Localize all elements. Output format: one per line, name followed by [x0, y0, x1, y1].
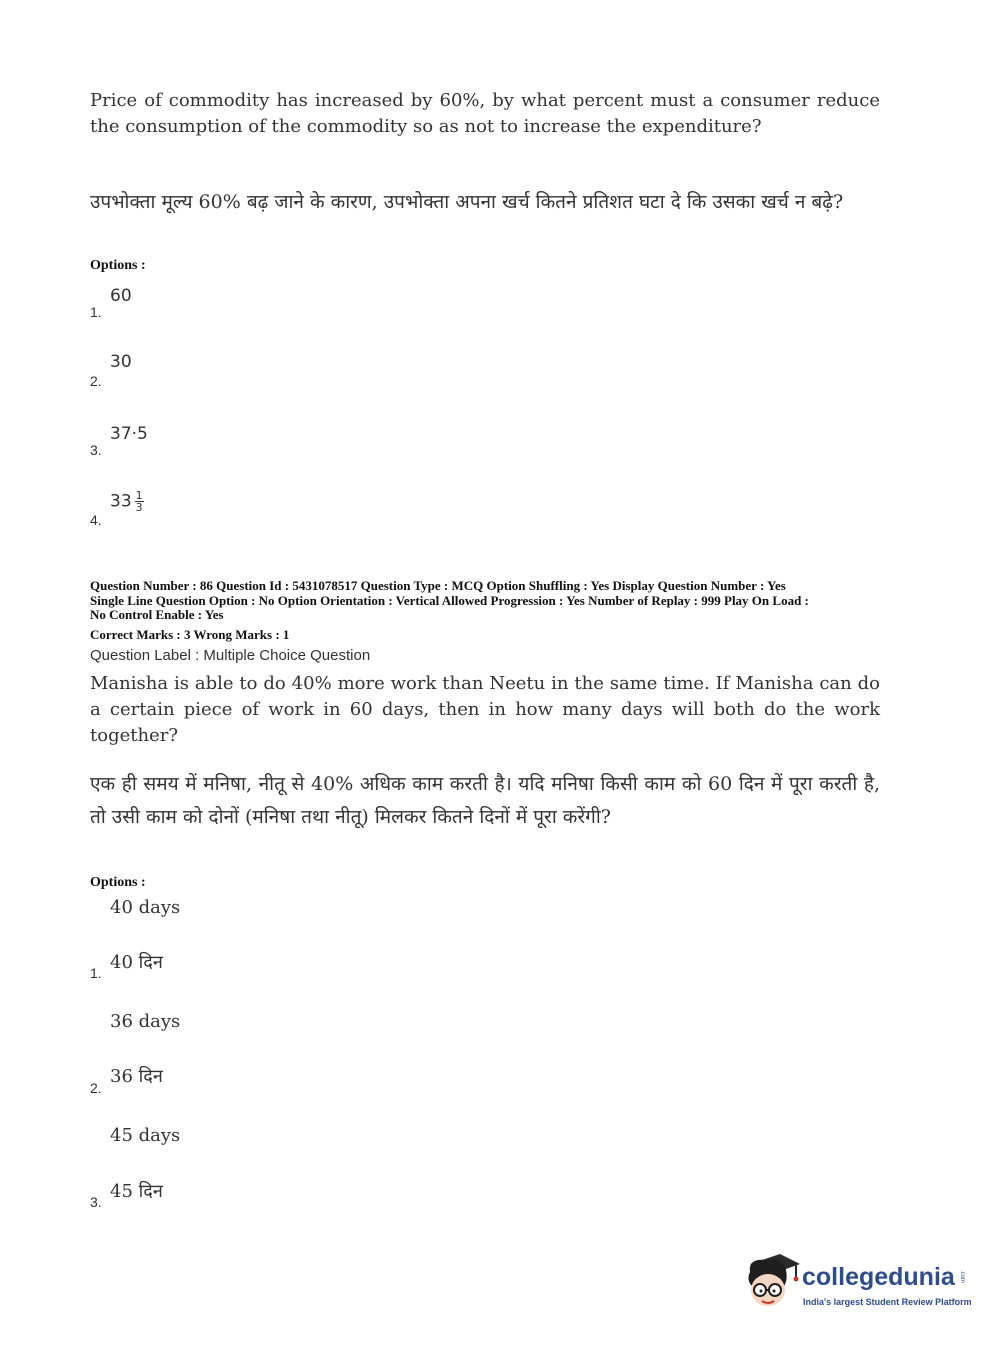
option-value-fraction[interactable]	[110, 490, 144, 513]
question-meta-line: Single Line Question Option : No Option Orientation : Vertical Allowed Progression : Yes Number of Replay : 999 Play On Load :	[90, 593, 809, 608]
option-number: 3.	[90, 1194, 102, 1210]
option-number: 2.	[90, 373, 102, 389]
logo-wordmark: collegedunia	[802, 1263, 955, 1291]
question-label: Question Label : Multiple Choice Question	[90, 647, 371, 664]
marks-line: Correct Marks : 3 Wrong Marks : 1	[90, 627, 290, 642]
option-number: 1.	[90, 304, 102, 320]
option-value-en[interactable]: 45 days	[110, 1125, 181, 1146]
logo-tagline: India's largest Student Review Platform	[803, 1297, 972, 1307]
options-label: Options :	[90, 875, 146, 890]
option-value[interactable]: 60	[110, 286, 132, 306]
option-value-en[interactable]: 40 days	[110, 897, 181, 918]
option-value-hi[interactable]: 36 दिन	[110, 1066, 163, 1087]
options-label: Options :	[90, 258, 146, 273]
option-value-hi[interactable]: 45 दिन	[110, 1181, 163, 1202]
option-value[interactable]: 30	[110, 352, 132, 372]
option-number: 1.	[90, 965, 102, 981]
fraction-numerator: 1	[135, 489, 143, 502]
question-text-hi: उपभोक्ता मूल्य 60% बढ़ जाने के कारण, उपभोक्ता अपना खर्च कितने प्रतिशत घटा दे कि उसका खर्च न बढ़े?	[90, 191, 844, 213]
question-meta-line: Question Number : 86 Question Id : 5431078517 Question Type : MCQ Option Shuffling : Yes Display Question Number : Yes	[90, 578, 786, 593]
option-number: 4.	[90, 512, 102, 528]
question-meta-line: No Control Enable : Yes	[90, 607, 224, 622]
question-text-hi: एक ही समय में मनिषा, नीतू से 40% अधिक काम करती है। यदि मनिषा किसी काम को 60 दिन में पूरा करती है, तो उसी काम को दोनों (मनिषा तथा नीतू) मिलकर कितने दिनों में पूरा करेंगी?	[90, 773, 880, 828]
option-number: 3.	[90, 442, 102, 458]
option-whole: 33	[110, 491, 132, 512]
option-number: 2.	[90, 1080, 102, 1096]
option-value-en[interactable]: 36 days	[110, 1011, 181, 1032]
fraction	[135, 490, 144, 513]
question-text-en: Manisha is able to do 40% more work than Neetu in the same time. If Manisha can do a certain piece of work in 60 days, then in how many days will both do the work together?	[90, 673, 880, 746]
logo-suffix: .com	[959, 1270, 965, 1284]
fraction-denominator: 3	[135, 501, 143, 514]
question-text-en: Price of commodity has increased by 60%, by what percent must a consumer reduce the consumption of the commodity so as not to increase the expenditure?	[90, 90, 880, 137]
option-value-hi[interactable]: 40 दिन	[110, 952, 163, 973]
option-value[interactable]: 37·5	[110, 424, 148, 444]
logo-mascot-icon	[742, 1250, 802, 1312]
